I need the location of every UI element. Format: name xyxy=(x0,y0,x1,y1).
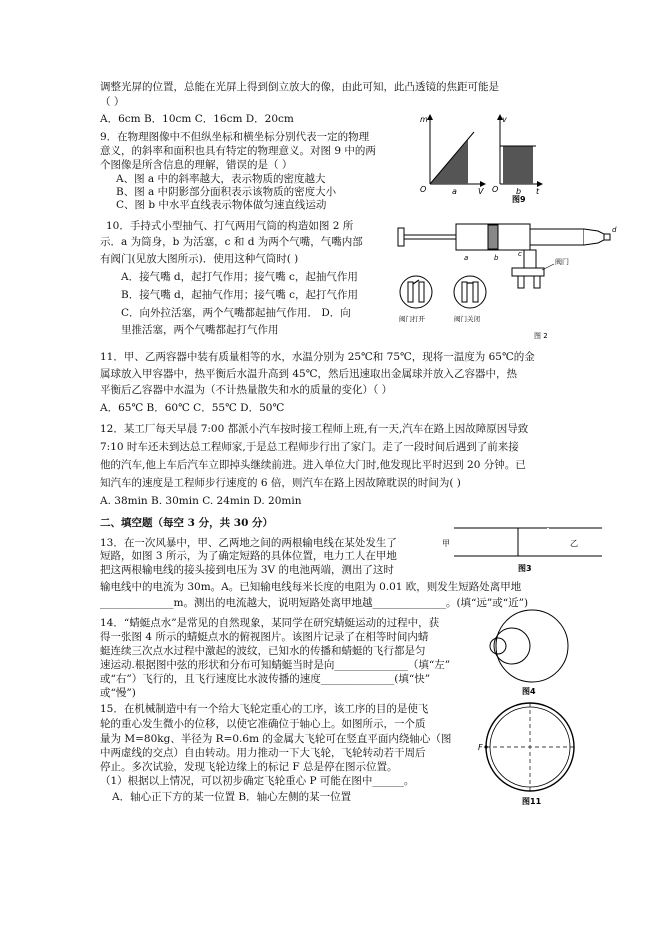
nozzle-d xyxy=(584,229,604,245)
mark-f-point xyxy=(484,745,487,748)
q11-line1: 11．甲、乙两容器中装有质量相等的水，水温分别为 25℃和 75℃，现将一温度为 65℃的金 xyxy=(100,351,535,363)
graph-b-name: b xyxy=(516,187,522,196)
figure-11-caption: 图11 xyxy=(522,797,542,806)
figure-11 xyxy=(474,700,584,806)
q11-line3: 平衡后乙容器中水温为（不计热量散失和水的质量的变化）（ ） xyxy=(100,384,393,396)
q11-line2: 属球放入甲容器中，热平衡后水温升高到 45℃，然后迅速取出金属球并放入乙容器中，热 xyxy=(100,368,517,380)
valve-pointer xyxy=(542,264,554,270)
pump-tube-right xyxy=(530,229,584,245)
q12-line3: 他的汽车,他上车后汽车立即掉头继续前进。进入单位大门时,他发现比平时迟到 20 分钟。已 xyxy=(100,459,526,471)
q12-line2: 7:10 时车还未到达总工程师家,于是总工程师步行出了家门。走了一段时间后遇到了前来接 xyxy=(100,441,519,453)
q8-line2: （ ） xyxy=(100,96,125,108)
q9-line1: 9．在物理图像中不但纵坐标和横坐标分别代表一定的物理 xyxy=(100,131,370,143)
q10-option-c-line2: 里推活塞，两个气嘴都起打气作用 xyxy=(121,324,279,336)
q9-line2: 意义，的斜率和面积也具有特定的物理意义。对图 9 中的两 xyxy=(100,145,376,157)
q15-sub1-options: A．轴心正下方的某一位置 B．轴心左侧的某一位置 xyxy=(112,791,352,803)
q9-option-b: B、图 a 中阴影部分面积表示该物质的密度大小 xyxy=(116,186,337,198)
q13-line4: 输电线中的电流为 30m。A。已知输电线每米长度的电阻为 0.01 欧，则发生短路处离甲地 xyxy=(100,581,522,593)
q13-line1: 13．在一次风暴中，甲、乙两地之间的两根输电线在某处发生了 xyxy=(100,537,397,549)
label-d: d xyxy=(612,226,617,234)
pump-handle xyxy=(398,228,404,246)
label-b: b xyxy=(494,254,499,262)
figure-4-caption: 图4 xyxy=(522,687,536,696)
valve-open-label: 阀门打开 xyxy=(399,315,425,323)
q10-line2: 示．a 为筒身，b 为活塞，c 和 d 为两个气嘴，气嘴内部 xyxy=(100,236,363,248)
q14-line5: 或“右”）飞行的，且飞行速度比水波传播的速度______________(填“快” xyxy=(100,673,431,685)
q8-options: A．6cm B．10cm C．16cm D．20cm xyxy=(100,113,294,125)
graph-a-name: a xyxy=(452,187,457,196)
q12-line1: 12．某工厂每天早晨 7:00 都派小汽车按时接工程师上班,有一天,汽车在路上因故障原因导致 xyxy=(100,423,529,435)
nozzle-d-tip xyxy=(604,234,610,240)
ripple-medium xyxy=(494,628,530,664)
q8-line1: 调整光屏的位置，总能在光屏上得到倒立放大的像，由此可知，此凸透镜的焦距可能是 xyxy=(100,81,499,93)
q15-line1: 15．在机械制造中有一个给大飞轮定重心的工序，该工序的目的是使飞 xyxy=(100,703,429,715)
ripple-large xyxy=(496,610,568,682)
figure-2-caption: 图 2 xyxy=(534,332,548,340)
q14-line2: 得一张图 4 所示的蜻蜓点水的俯视图片。该图片记录了在相等时间内蜻 xyxy=(100,631,429,643)
section-2-title: 二、填空题（每空 3 分，共 30 分） xyxy=(100,517,274,529)
figure-9 xyxy=(416,112,544,204)
location-yi: 乙 xyxy=(570,539,578,548)
q14-line3: 蜓连续三次点水过程中激起的波纹，已知水的传播和蜻蜓的飞行都是匀 xyxy=(100,645,426,657)
graph-a-ylabel: m xyxy=(420,115,428,124)
q15-line2: 轮的重心发生微小的位移，以使它准确位于轴心上。如图所示，一个质 xyxy=(100,718,426,730)
q13-line2: 短路，如图 3 所示，为了确定短路的具体位置，电力工人在甲地 xyxy=(100,550,397,562)
mark-f-label: F xyxy=(478,743,483,752)
graph-b-ylabel: v xyxy=(502,115,507,124)
q14-line1: 14．“蜻蜓点水”是常见的自然现象，某同学在研究蜻蜓运动的过程中，获 xyxy=(100,617,440,629)
figure-3 xyxy=(440,524,608,578)
pump-branch xyxy=(524,250,536,268)
q15-line4: 中两虚线的交点）自由转动。用力推动一下大飞轮，飞轮转动若干周后 xyxy=(100,747,426,759)
figure-9-caption: 图9 xyxy=(512,195,526,204)
pump-piston xyxy=(488,225,498,249)
q13-line3: 把这两根输电线的接头接到电压为 3V 的电池两端，测出了这时 xyxy=(100,564,394,576)
valve-housing xyxy=(512,268,544,276)
graph-b-shaded-area xyxy=(503,146,533,184)
q9-line3: 个图像是所含信息的理解，错误的是（ ） xyxy=(100,159,293,171)
q9-option-c: C、图 b 中水平直线表示物体做匀速直线运动 xyxy=(116,199,327,211)
valve-open-detail xyxy=(400,276,432,308)
q11-options: A．65℃ B．60℃ C．55℃ D．50℃ xyxy=(100,402,285,414)
q14-line4: 速运动.根据图中弦的形状和分布可知蜻蜓当时是向______________（填“左” xyxy=(100,659,451,671)
figure-2 xyxy=(394,212,622,342)
q10-line3: 有阀门(见放大图所示)．使用这种气筒时( ) xyxy=(100,253,299,265)
q10-line1: 10．手持式小型抽气、打气两用气筒的构造如图 2 所 xyxy=(106,220,354,232)
valve-closed-detail xyxy=(454,276,486,308)
graph-a-y-arrow xyxy=(427,114,433,120)
nozzle-c-right xyxy=(534,276,540,288)
valve-closed-label: 阀门关闭 xyxy=(454,315,480,323)
graph-b-origin: O xyxy=(492,185,499,194)
q15-sub1: （1）根据以上情况，可以初步确定飞轮重心 P 可能在图中______。 xyxy=(100,775,415,787)
nozzle-c-left xyxy=(518,276,524,288)
valve-label: 阀门 xyxy=(555,258,569,266)
location-jia: 甲 xyxy=(442,539,450,548)
figure-4 xyxy=(474,606,584,700)
q15-line5: 停止。多次试验，发现飞轮边缘上的标记 F 总是停在图示位置。 xyxy=(100,761,398,773)
q10-option-b: B．接气嘴 d，起抽气作用；接气嘴 c，起打气作用 xyxy=(121,289,358,301)
ripple-small xyxy=(490,638,506,654)
q12-line4: 知汽车的速度是工程师步行速度的 6 倍，则汽车在路上因故障耽误的时间为( ) xyxy=(100,477,461,489)
q10-option-a: A．接气嘴 d，起打气作用；接气嘴 c，起抽气作用 xyxy=(121,271,358,283)
graph-a-origin: O xyxy=(420,185,427,194)
graph-a-xlabel: V xyxy=(478,187,484,196)
q10-option-c-line1: C．向外拉活塞，两个气嘴都起抽气作用． D．向 xyxy=(121,307,351,319)
figure-3-caption: 图3 xyxy=(518,564,532,573)
label-a: a xyxy=(464,254,469,262)
graph-b-xlabel: t xyxy=(536,187,540,196)
q13-line5: ______________m。测出的电流越大，说明短路处离甲地越______________。(填“远”或“近”) xyxy=(100,597,529,609)
label-c: c xyxy=(518,250,522,258)
q15-line3: 量为 M=80kg、半径为 R=0.6m 的金属大飞轮可在竖直平面内绕轴心（图 xyxy=(100,733,452,745)
q9-option-a: A、图 a 中的斜率越大，表示物质的密度越大 xyxy=(116,173,326,185)
q12-options: A. 38min B. 30min C. 24min D. 20min xyxy=(100,495,302,507)
q14-line6: 或“慢”) xyxy=(100,687,136,699)
